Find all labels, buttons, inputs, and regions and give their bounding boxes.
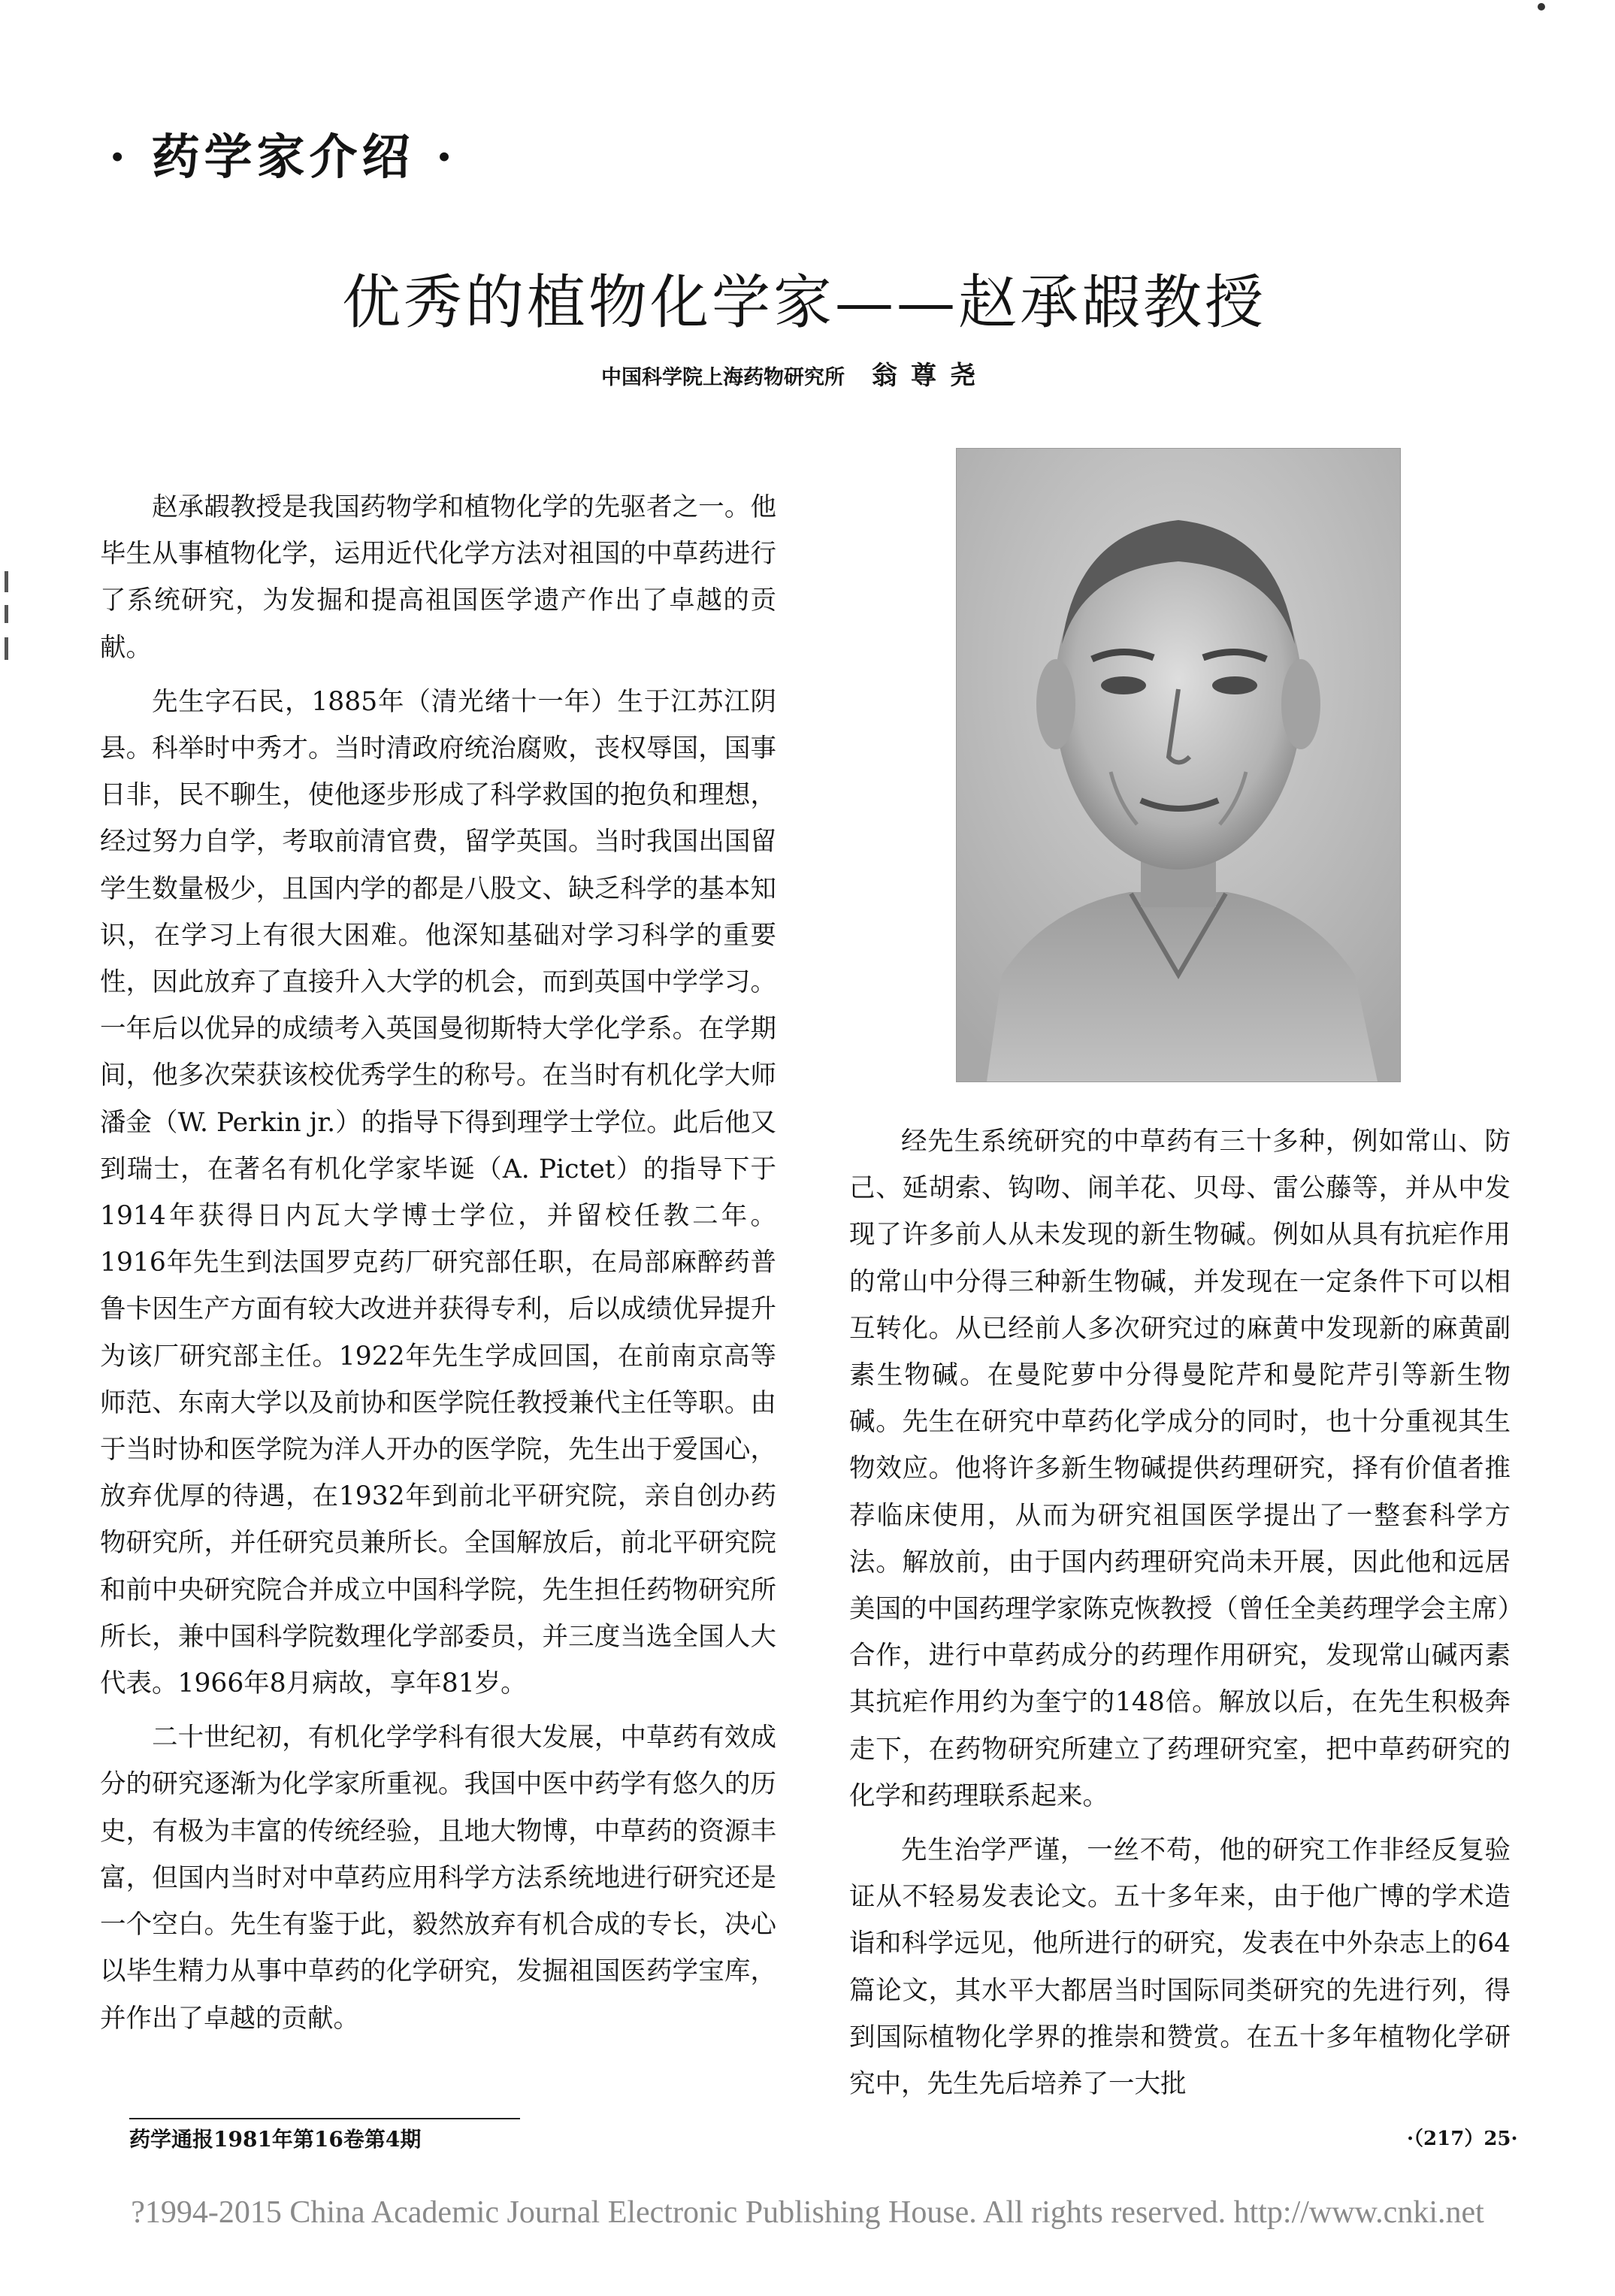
page-number: ·（217）25· [1407, 2128, 1518, 2150]
footer-rule [129, 2118, 520, 2119]
paragraph: 先生治学严谨，一丝不苟，他的研究工作非经反复验证从不轻易发表论文。五十多年来，由于他广博的学术造诣和科学远见，他所进行的研究，发表在中外杂志上的64篇论文，其水平大都居当时国际同类研究的先进行列，得到国际植物化学界的推崇和赞赏。在五十多年植物化学研究中，先生先后培养了一大批 [849, 1835, 1511, 2100]
margin-speck [1538, 3, 1545, 11]
paragraph: 二十世纪初，有机化学学科有很大发展，中草药有效成分的研究逐渐为化学家所重视。我国中医中药学有悠久的历史，有极为丰富的传统经验，且地大物博，中草药的资源丰富，但国内当时对中草药应用科学方法系统地进行研究还是一个空白。先生有鉴于此，毅然放弃有机合成的专长，决心以毕生精力从事中草药的化学研究，发掘祖国医药学宝库，并作出了卓越的贡献。 [100, 1723, 776, 2034]
author-affiliation: 中国科学院上海药物研究所 [601, 366, 845, 389]
journal-citation: 药学通报1981年第16卷第4期 [129, 2127, 422, 2152]
paragraph: 赵承嘏教授是我国药物学和植物化学的先驱者之一。他毕生从事植物化学，运用近代化学方法对祖国的中草药进行了系统研究，为发掘和提高祖国医学遗产作出了卓越的贡献。 [100, 492, 776, 663]
portrait-photo [956, 448, 1401, 1082]
paragraph: 先生字石民，1885年（清光绪十一年）生于江苏江阴县。科举时中秀才。当时清政府统治腐败，丧权辱国，国事日非，民不聊生，使他逐步形成了科学救国的抱负和理想，经过努力自学，考取前清官费，留学英国。当时我国出国留学生数量极少，且国内学的都是八股文、缺乏科学的基本知识，在学习上有很大困难。他深知基础对学习科学的重要性，因此放弃了直接升入大学的机会，而到英国中学学习。一年后以优异的成绩考入英国曼彻斯特大学化学系。在学期间，他多次荣获该校优秀学生的称号。在当时有机化学大师潘金（W. Perkin jr.）的指导下得到理学士学位。此后他又到瑞士，在著名有机化学家毕诞（A. Pictet）的指导下于1914年获得日内瓦大学博士学位，并留校任教二年。1916年先生到法国罗克药厂研究部任职，在局部麻醉药普鲁卡因生产方面有较大改进并获得专利，后以成绩优异提升为该厂研究部主任。1922年先生学成回国，在前南京高等师范、东南大学以及前协和医学院任教授兼代主任等职。由于当时协和医学院为洋人开办的医学院，先生出于爱国心，放弃优厚的待遇，在1932年到前北平研究院，亲自创办药物研究所，并任研究员兼所长。全国解放后，前北平研究院和前中央研究院合并成立中国科学院，先生担任药物研究所所长，兼中国科学院数理化学部委员，并三度当选全国人大代表。1966年8月病故，享年81岁。 [100, 686, 776, 1699]
section-heading: · 药学家介绍 · [109, 129, 458, 186]
left-column [100, 484, 776, 2049]
binding-mark [5, 637, 8, 660]
byline [601, 355, 989, 392]
binding-mark [5, 605, 8, 623]
binding-mark [5, 571, 8, 592]
author-name: 翁尊尧 [872, 361, 989, 391]
paragraph: 经先生系统研究的中草药有三十多种，例如常山、防己、延胡索、钩吻、闹羊花、贝母、雷公藤等，并从中发现了许多前人从未发现的新生物碱。例如从具有抗疟作用的常山中分得三种新生物碱，并发现在一定条件下可以相互转化。从已经前人多次研究过的麻黄中发现新的麻黄副素生物碱。在曼陀萝中分得曼陀芹和曼陀芹引等新生物碱。先生在研究中草药化学成分的同时，也十分重视其生物效应。他将许多新生物碱提供药理研究，择有价值者推荐临床使用，从而为研究祖国医学提出了一整套科学方法。解放前，由于国内药理研究尚未开展，因此他和远居美国的中国药理学家陈克恢教授（曾任全美药理学会主席）合作，进行中草药成分的药理作用研究，发现常山碱丙素其抗疟作用约为奎宁的148倍。解放以后，在先生积极奔走下，在药物研究所建立了药理研究室，把中草药研究的化学和药理联系起来。 [849, 1127, 1511, 1811]
portrait-illustration [957, 449, 1400, 1081]
article-title: 优秀的植物化学家——赵承嘏教授 [342, 269, 1267, 337]
copyright-watermark: ?1994-2015 China Academic Journal Electronic Publishing House. All rights reserved. http://www.cnki.net [131, 2195, 1484, 2230]
right-column [849, 1118, 1511, 2115]
